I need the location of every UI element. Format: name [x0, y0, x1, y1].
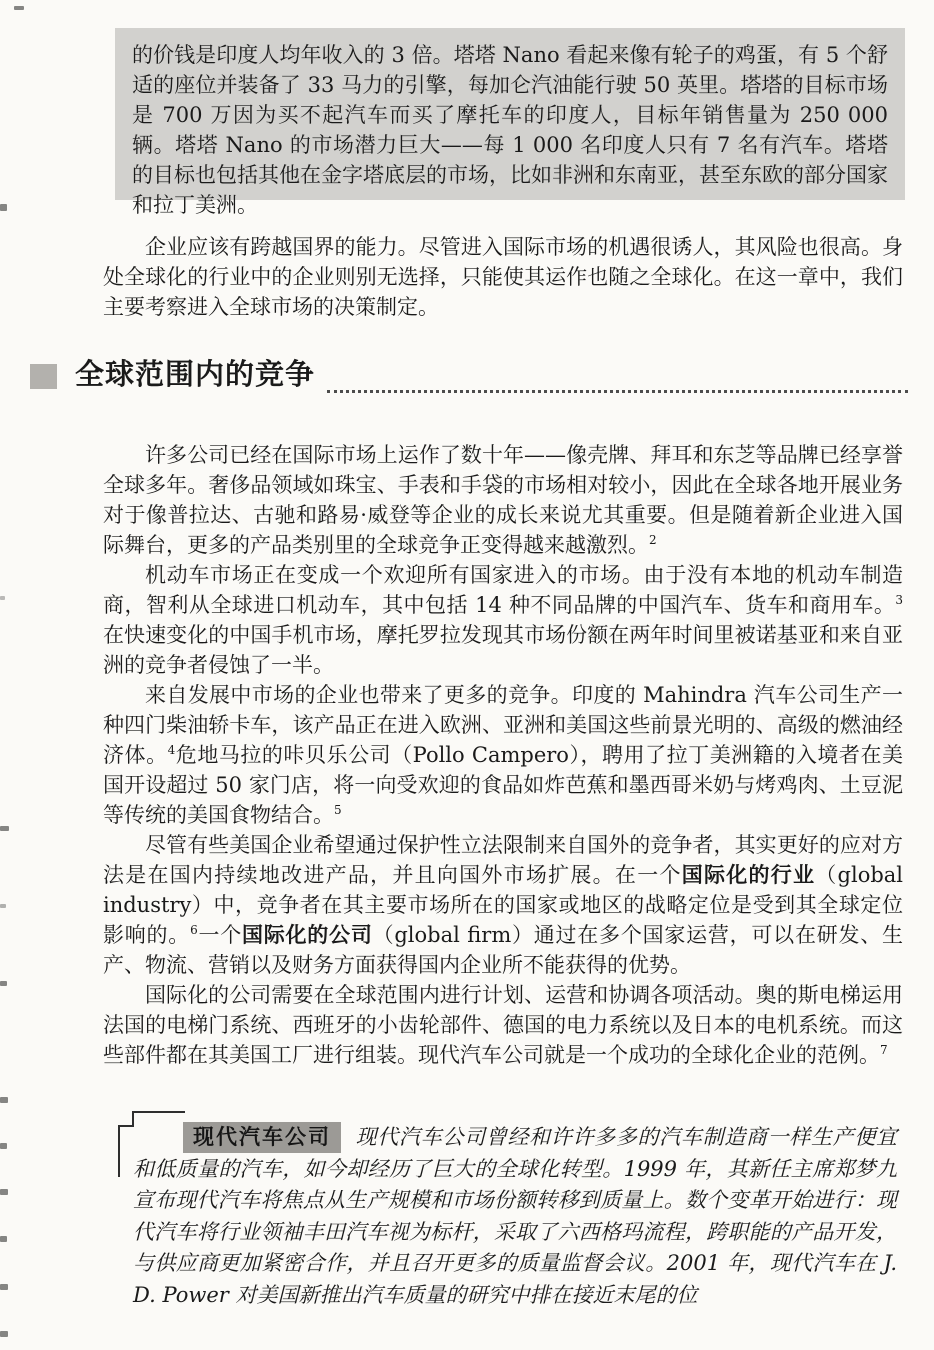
- paragraph-auto-market: [103, 560, 903, 680]
- scan-artifact: [0, 904, 6, 908]
- scan-artifact: [0, 1143, 7, 1149]
- term-global-firm: 国际化的公司: [242, 923, 373, 947]
- tata-nano-case-text: 的价钱是印度人均年收入的 3 倍。塔塔 Nano 看起来像有轮子的鸡蛋，有 5 个舒适的座位并装备了 33 马力的引擎，每加仑汽油能行驶 50 英里。塔塔的目标市场是 700 万因为买不起汽车而买了摩托车的印度人，目标年销售量为 250 000 辆。塔塔 Nano 的市场潜力巨大——每 1 000 名印度人只有 7 名有汽车。塔塔的目标也包括其他在金字塔底层的市场，比如非洲和东南亚，甚至东欧的部分国家和拉丁美洲。: [132, 43, 888, 217]
- footnote-ref-6: 6: [190, 923, 198, 937]
- paragraph-global-coordination: [103, 980, 903, 1070]
- scan-artifact: [0, 826, 9, 831]
- section-title: 全球范围内的竞争: [75, 357, 316, 391]
- footnote-ref-2: 2: [649, 533, 657, 547]
- section-bullet-icon: [30, 364, 57, 389]
- paragraph-global-industry: [103, 830, 903, 980]
- text-run: （global firm）通过在多个国家运营，可以在研发、生产、物流、营销以及财务方面获得国内企业所不能获得的优势。: [103, 923, 904, 977]
- section-heading: [30, 352, 908, 396]
- example-box-text: 现代汽车公司曾经和许许多多的汽车制造商一样生产便宜和低质量的汽车，如今却经历了巨大的全球化转型。1999 年，其新任主席郑梦九宣布现代汽车将焦点从生产规模和市场份额转移到质量上。数个变革开始进行：现代汽车将行业领袖丰田汽车视为标杆，采取了六西格玛流程，跨职能的产品开发，与供应商更加紧密合作，并且召开更多的质量监督会议。2001 年，现代汽车在 J. D. Power 对美国新推出汽车质量的研究中排在接近末尾的位: [133, 1125, 897, 1307]
- heading-dotted-rule: [327, 352, 908, 393]
- text-run: 机动车市场正在变成一个欢迎所有国家进入的市场。由于没有本地的机动车制造商，智利从全球进口机动车，其中包括 14 种不同品牌的中国汽车、货车和商用车。: [103, 563, 903, 617]
- scan-artifact: [0, 596, 5, 600]
- tata-nano-case-box: [115, 28, 905, 217]
- footnote-ref-4: 4: [167, 743, 176, 757]
- text-run: 来自发展中市场的企业也带来了更多的竞争。印度的 Mahindra 汽车公司生产一种四门柴油轿卡车，该产品正在进入欧洲、亚洲和美国这些前景光明的、高级的燃油经济体。: [103, 683, 903, 767]
- text-run: 危地马拉的咔贝乐公司（Pollo Campero），聘用了拉丁美洲籍的入境者在美国开设超过 50 家门店，将一向受欢迎的食品如炸芭蕉和墨西哥米奶与烤鸡肉、土豆泥等传统的美国食物结合。: [103, 743, 903, 827]
- term-global-industry: 国际化的行业: [681, 863, 816, 887]
- hyundai-example-box: [133, 1122, 897, 1311]
- example-box-paragraph: [133, 1122, 897, 1311]
- paragraph-developing-markets: [103, 680, 903, 830]
- body-text: [103, 440, 903, 1070]
- footnote-ref-7: 7: [880, 1043, 888, 1057]
- scan-artifact: [0, 981, 7, 986]
- text-run: 国际化的公司需要在全球范围内进行计划、运营和协调各项活动。奥的斯电梯运用法国的电梯门系统、西班牙的小齿轮部件、德国的电力系统以及日本的电机系统。而这些部件都在其美国工厂进行组装。现代汽车公司就是一个成功的全球化企业的范例。: [103, 983, 903, 1067]
- footnote-ref-3: 3: [895, 593, 903, 607]
- scan-artifact: [0, 1331, 8, 1337]
- intro-paragraph: 企业应该有跨越国界的能力。尽管进入国际市场的机遇很诱人，其风险也很高。身处全球化的行业中的企业则别无选择，只能使其运作也随之全球化。在这一章中，我们主要考察进入全球市场的决策制定。: [103, 235, 903, 319]
- example-box-label: 现代汽车公司: [183, 1122, 341, 1153]
- text-run: 尽管有些美国企业希望通过保护性立法限制来自国外的竞争者，其实更好的应对方法是在国内持续地改进产品，并且向国外市场扩展。在一个: [103, 833, 903, 887]
- text-run: （global industry）中，竞争者在其主要市场所在的国家或地区的战略定位是受到其全球定位影响的。: [103, 863, 904, 947]
- text-run: 一个: [197, 923, 242, 947]
- scan-artifact: [0, 204, 7, 211]
- footnote-ref-5: 5: [334, 803, 342, 817]
- scan-artifact: [0, 1236, 7, 1242]
- text-run: 在快速变化的中国手机市场，摩托罗拉发现其市场份额在两年时间里被诺基亚和来自亚洲的竞争者侵蚀了一半。: [103, 623, 903, 677]
- scan-artifact: [0, 1097, 8, 1103]
- scan-artifact: [0, 1189, 8, 1195]
- text-run: 许多公司已经在国际市场上运作了数十年——像壳牌、拜耳和东芝等品牌已经享誉全球多年。奢侈品领域如珠宝、手表和手袋的市场相对较小，因此在全球各地开展业务对于像普拉达、古驰和路易·威登等企业的成长来说尤其重要。但是随着新企业进入国际舞台，更多的产品类别里的全球竞争正变得越来越激烈。: [103, 443, 904, 557]
- paragraph-global-brands: [103, 440, 903, 560]
- scan-artifact: [14, 6, 24, 10]
- scan-artifact: [0, 1284, 8, 1290]
